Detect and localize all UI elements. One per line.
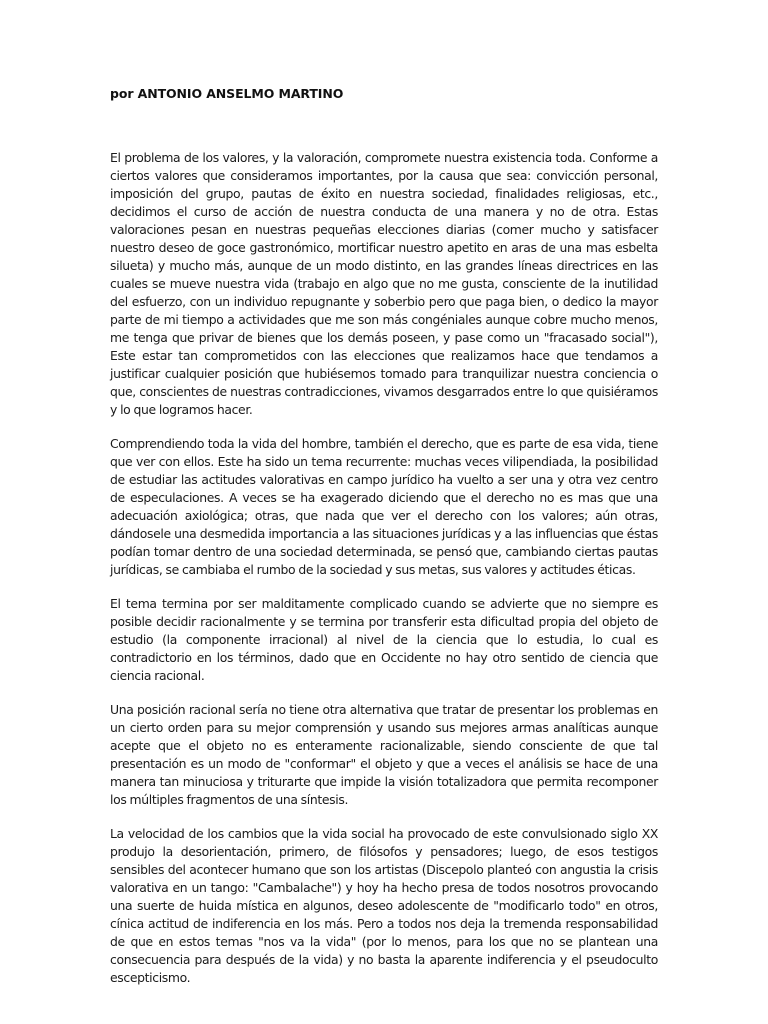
paragraph-3: El tema termina por ser malditamente complicado cuando se advierte que no siempre es posible decidir racionalmente y se termina por transferir esta dificultad propia del objeto de estudio (la componente irracional) al nivel de la ciencia que lo estudia, lo cual es contradictorio en los términos, dado que en Occidente no hay otro sentido de ciencia que ciencia racional. (110, 596, 658, 683)
paragraph-1: El problema de los valores, y la valoración, compromete nuestra existencia toda. Conforme a ciertos valores que consideramos importantes, por la causa que sea: convicción personal, imposición del grupo, pautas de éxito en nuestra sociedad, finalidades religiosas, etc., decidimos el curso de acción de nuestra conducta de una manera y no de otra. Estas valoraciones pesan en nuestras pequeñas elecciones diarias (comer mucho y satisfacer nuestro deseo de goce gastronómico, mortificar nuestro apetito en aras de una mas esbelta silueta) y mucho más, aunque de un modo distinto, en las grandes líneas directrices en las cuales se mueve nuestra vida (trabajo en algo que no me gusta, consciente de la inutilidad del esfuerzo, con un individuo repugnante y soberbio pero que paga bien, o dedico la mayor parte de mi tiempo a actividades que me son más congéniales aunque cobre mucho menos, me tenga que privar de bienes que los demás poseen, y pase como un "fracasado social"), Este estar tan comprometidos con las elecciones que realizamos hace que tendamos a justificar cualquier posición que hubiésemos tomado para tranquilizar nuestra conciencia o que, conscientes de nuestras contradicciones, vivamos desgarrados entre lo que quisiéramos y lo que logramos hacer. (110, 150, 658, 417)
paragraph-5: La velocidad de los cambios que la vida social ha provocado de este convulsionado siglo XX produjo la desorientación, primero, de filósofos y pensadores; luego, de esos testigos sensibles del acontecer humano que son los artistas (Discepolo planteó con angustia la crisis valorativa en un tango: "Cambalache") y hoy ha hecho presa de todos nosotros provocando una suerte de huida mística en algunos, deseo adolescente de "modificarlo todo" en otros, cínica actitud de indiferencia en los más. Pero a todos nos deja la tremenda responsabilidad de que en estos temas "nos va la vida" (por lo menos, para los que no se plantean una consecuencia para después de la vida) y no basta la aparente indiferencia y el pseudoculto escepticismo. (110, 826, 658, 985)
document-body (110, 149, 658, 1003)
paragraph-2: Comprendiendo toda la vida del hombre, también el derecho, que es parte de esa vida, tiene que ver con ellos. Este ha sido un tema recurrente: muchas veces vilipendiada, la posibilidad de estudiar las actitudes valorativas en campo jurídico ha vuelto a ser una y otra vez centro de especulaciones. A veces se ha exagerado diciendo que el derecho no es mas que una adecuación axiológica; otras, que nada que ver el derecho con los valores; aún otras, dándosele una desmedida importancia a las situaciones jurídicas y a las influencias que éstas podían tomar dentro de una sociedad determinada, se pensó que, cambiando ciertas pautas jurídicas, se cambiaba el rumbo de la sociedad y sus metas, sus valores y actitudes éticas. (110, 436, 658, 577)
paragraph-4: Una posición racional sería no tiene otra alternativa que tratar de presentar los problemas en un cierto orden para su mejor comprensión y usando sus mejores armas analíticas aunque acepte que el objeto no es enteramente racionalizable, siendo consciente de que tal presentación es un modo de "conformar" el objeto y que a veces el análisis se hace de una manera tan minuciosa y triturarte que impide la visión totalizadora que permita recomponer los múltiples fragmentos de una síntesis. (110, 702, 658, 807)
author-line: por ANTONIO ANSELMO MARTINO (110, 86, 344, 101)
